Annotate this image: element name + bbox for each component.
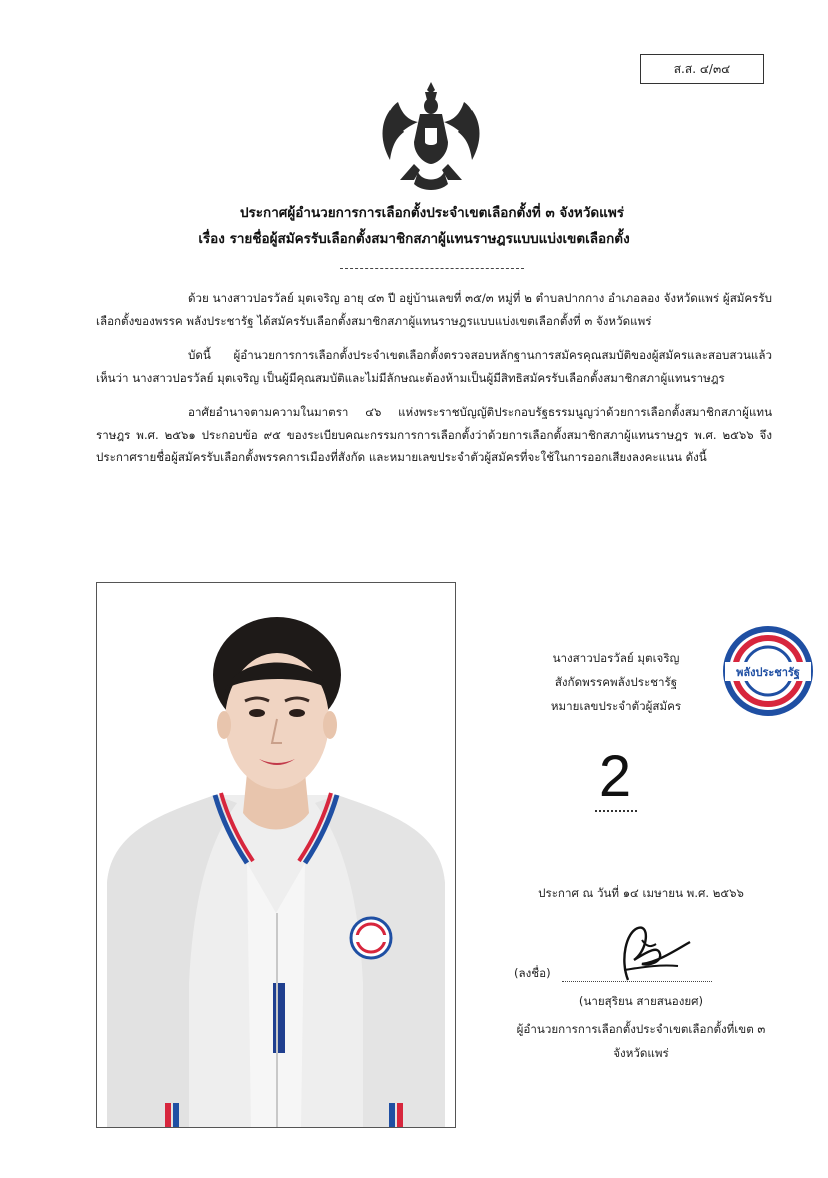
candidate-photo [96,582,456,1128]
number-underline [595,810,637,812]
form-code-box [640,54,764,84]
signer-title [476,1017,806,1065]
announcement-title [0,200,828,252]
candidate-number: 2 [598,744,632,809]
party-logo-text: พลังประชารัฐ [736,666,800,679]
body-paragraph-1: ด้วย นางสาวปอรวัลย์ มุตเจริญ อายุ ๔๓ ปี อยู่บ้านเลขที่ ๓๕/๓ หมู่ที่ ๒ ตำบลปากกาง อำเภอลอง จังหวัดแพร่ ผู้สมัครรับเลือกตั้งของพรรค พลังประชารัฐ ได้สมัครรับเลือกตั้งสมาชิกสภาผู้แทนราษฎรแบบแบ่งเขตเลือกตั้งที่ ๓ จังหวัดแพร่ [96,291,772,328]
signer-title-line-1: ผู้อำนวยการการเลือกตั้งประจำเขตเลือกตั้งที่เขต ๓ [516,1022,766,1036]
signature-mark [598,920,694,988]
announcement-date: ประกาศ ณ วันที่ ๑๔ เมษายน พ.ศ. ๒๕๖๖ [538,886,744,900]
title-line-1: ประกาศผู้อำนวยการการเลือกตั้งประจำเขตเลือกตั้งที่ ๓ จังหวัดแพร่ [239,205,625,221]
title-divider [340,268,524,269]
title-line-2: เรื่อง รายชื่อผู้สมัครรับเลือกตั้งสมาชิกสภาผู้แทนราษฎรแบบแบ่งเขตเลือกตั้ง [198,231,630,247]
candidate-number-label: หมายเลขประจำตัวผู้สมัคร [550,699,682,713]
body-paragraph-3: อาศัยอำนาจตามความในมาตรา ๔๖ แห่งพระราชบัญญัติประกอบรัฐธรรมนูญว่าด้วยการเลือกตั้งสมาชิกสภาผู้แทนราษฎร พ.ศ. ๒๕๖๑ ประกอบข้อ ๙๕ ของระเบียบคณะกรรมการการเลือกตั้งว่าด้วยการเลือกตั้งสมาชิกสภาผู้แทนราษฎร พ.ศ. ๒๕๖๖ จึงประกาศรายชื่อผู้สมัครรับเลือกตั้งพรรคการเมืองที่สังกัด และหมายเลขประจำตัวผู้สมัครที่จะใช้ในการออกเสียงลงคะแนน ดังนี้ [96,405,772,464]
garuda-emblem-icon [378,80,484,194]
body-paragraph-2: บัดนี้ ผู้อำนวยการการเลือกตั้งประจำเขตเลือกตั้งตรวจสอบหลักฐานการสมัครคุณสมบัติของผู้สมัครและสอบสวนแล้วเห็นว่า นางสาวปอรวัลย์ มุตเจริญ เป็นผู้มีคุณสมบัติและไม่มีลักษณะต้องห้ามเป็นผู้มีสิทธิสมัครรับเลือกตั้งสมาชิกสภาผู้แทนราษฎร [96,348,772,385]
party-logo-icon [723,626,813,716]
sign-label: (ลงชื่อ) [514,966,551,980]
form-code: ส.ส. ๔/๓๔ [673,61,731,76]
candidate-party: สังกัดพรรคพลังประชารัฐ [554,675,678,689]
candidate-info [500,646,732,718]
sign-dotted-line [562,981,712,982]
announcement-body [96,287,772,481]
signer-title-line-2: จังหวัดแพร่ [613,1046,669,1060]
signer-name: (นายสุริยน สายสนองยศ) [578,994,704,1008]
candidate-name: นางสาวปอรวัลย์ มุตเจริญ [552,651,680,665]
